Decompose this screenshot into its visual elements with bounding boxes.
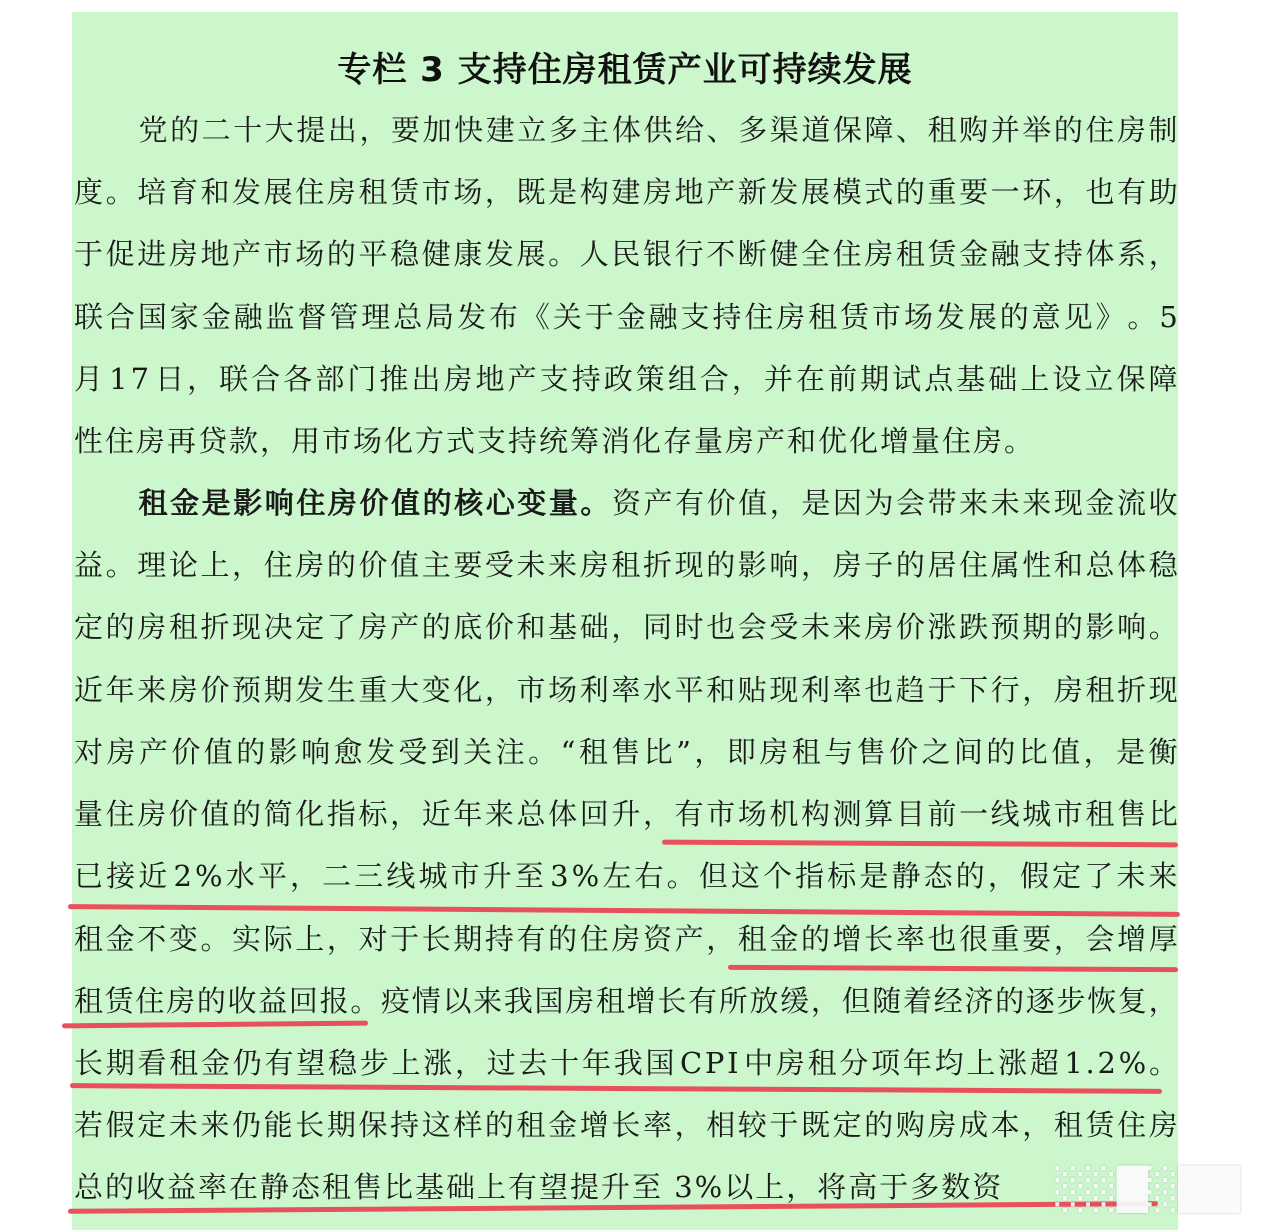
column-title: 专栏 3 支持住房租赁产业可持续发展 (337, 50, 913, 90)
text-line: 近 年 来 房 价 预 期 发 生 重 大 变 化 ， 市 场 利 率 水 平 和 贴 现 利 率 也 趋 于 下 行 ， 房 租 折 现 (74, 673, 1178, 707)
text-line: 性住房再贷款，用市场化方式支持统筹消化存量房产和优化增量住房。 (74, 424, 1036, 458)
text-line: 租 赁 住 房 的 收 益 回 报 。 疫 情 以 来 我 国 房 租 增 长 有 所 放 缓 ， 但 随 着 经 济 的 逐 步 恢 复 ， (74, 984, 1178, 1018)
text-line: 已 接 近 2 % 水 平 ， 二 三 线 城 市 升 至 3 % 左 右 。 但 这 个 指 标 是 静 态 的 ， 假 定 了 未 来 (74, 859, 1178, 893)
text-line: 长 期 看 租 金 仍 有 望 稳 步 上 涨 ， 过 去 十 年 我 国 C P I 中 房 租 分 项 年 均 上 涨 超 1 . 2 % 。 (74, 1046, 1178, 1080)
text-line: 月 1 7 日 ， 联 合 各 部 门 推 出 房 地 产 支 持 政 策 组 合 ， 并 在 前 期 试 点 基 础 上 设 立 保 障 (74, 362, 1178, 396)
watermark-logo: ░░█░██ (1055, 1167, 1240, 1213)
text-line: 益 。 理 论 上 ， 住 房 的 价 值 主 要 受 未 来 房 租 折 现 的 影 响 ， 房 子 的 居 住 属 性 和 总 体 稳 (74, 548, 1178, 582)
text-line: 度 。 培 育 和 发 展 住 房 租 赁 市 场 ， 既 是 构 建 房 地 产 新 发 展 模 式 的 重 要 一 环 ， 也 有 助 (74, 175, 1178, 209)
text-line: 总的收益率在静态租售比基础上有望提升至 3%以上，将高于多数资 (74, 1170, 1004, 1204)
text-line: 定 的 房 租 折 现 决 定 了 房 产 的 底 价 和 基 础 ， 同 时 也 会 受 未 来 房 价 涨 跌 预 期 的 影 响 。 (74, 610, 1178, 644)
text-line: 租 金 不 变 。 实 际 上 ， 对 于 长 期 持 有 的 住 房 资 产 ， 租 金 的 增 长 率 也 很 重 要 ， 会 增 厚 (74, 922, 1178, 956)
text-line: 租 金 是 影 响 住 房 价 值 的 核 心 变 量 。 资 产 有 价 值 ， 是 因 为 会 带 来 未 来 现 金 流 收 (138, 486, 1178, 520)
text-line: 党 的 二 十 大 提 出 ， 要 加 快 建 立 多 主 体 供 给 、 多 渠 道 保 障 、 租 购 并 举 的 住 房 制 (138, 113, 1178, 147)
text-line: 量 住 房 价 值 的 简 化 指 标 ， 近 年 来 总 体 回 升 ， 有 市 场 机 构 测 算 目 前 一 线 城 市 租 售 比 (74, 797, 1178, 831)
text-line: 联 合 国 家 金 融 监 督 管 理 总 局 发 布 《 关 于 金 融 支 持 住 房 租 赁 市 场 发 展 的 意 见 》 。 5 (74, 300, 1178, 334)
text-line: 若 假 定 未 来 仍 能 长 期 保 持 这 样 的 租 金 增 长 率 ， 相 较 于 既 定 的 购 房 成 本 ， 租 赁 住 房 (74, 1108, 1178, 1142)
text-line: 于 促 进 房 地 产 市 场 的 平 稳 健 康 发 展 。 人 民 银 行 不 断 健 全 住 房 租 赁 金 融 支 持 体 系 ， (74, 237, 1178, 271)
text-line: 对 房 产 价 值 的 影 响 愈 发 受 到 关 注 。 “ 租 售 比 ” ， 即 房 租 与 售 价 之 间 的 比 值 ， 是 衡 (74, 735, 1178, 769)
